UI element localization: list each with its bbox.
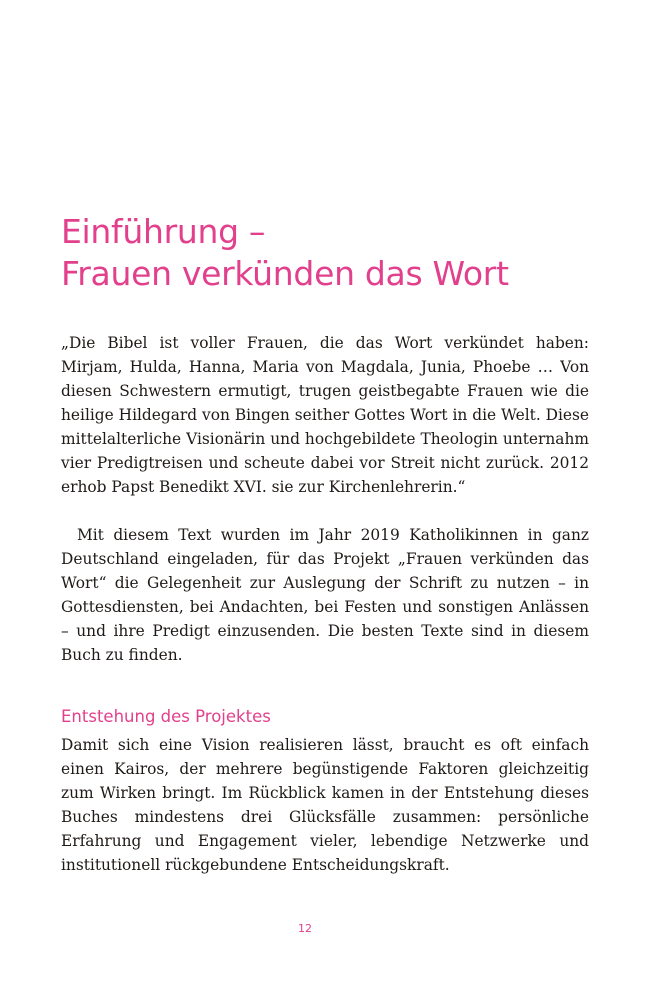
- page-number: 12: [298, 922, 312, 935]
- section-paragraph: Damit sich eine Vision realisieren lässt, braucht es oft einfach einen Kairos, der mehrere begünstigende Faktoren gleichzeitig zum Wirken bringt. Im Rückblick kamen in der Entstehung dieses Buches mindestens drei Glücksfälle zusammen: persönliche Erfahrung und Engagement vieler, lebendige Netzwerke und institutionell rückgebundene Entscheidungskraft.: [61, 736, 589, 874]
- intro-paragraph: Mit diesem Text wurden im Jahr 2019 Katholikinnen in ganz Deutschland eingeladen, für das Projekt „Frauen verkünden das Wort“ die Gelegenheit zur Auslegung der Schrift zu nutzen – in Gottesdiensten, bei Andachten, bei Festen und sonstigen Anlässen – und ihre Predigt einzusenden. Die besten Texte sind in diesem Buch zu finden.: [61, 526, 589, 664]
- intro-quote-paragraph: „Die Bibel ist voller Frauen, die das Wort verkündet haben: Mirjam, Hulda, Hanna, Maria von Magdala, Junia, Phoebe … Von diesen Schwestern ermutigt, trugen geistbegabte Frauen wie die heilige Hildegard von Bingen seither Gottes Wort in die Welt. Diese mittelalterliche Visionärin und hochgebildete Theologin unternahm vier Predigtreisen und scheute dabei vor Streit nicht zurück. 2012 erhob Papst Benedikt XVI. sie zur Kirchenlehrerin.“: [61, 334, 589, 496]
- section-heading: Entstehung des Projektes: [61, 707, 271, 726]
- chapter-title-line-1: Einführung –: [61, 212, 266, 251]
- chapter-title-line-2: Frauen verkünden das Wort: [61, 254, 509, 293]
- chapter-title: [61, 211, 601, 295]
